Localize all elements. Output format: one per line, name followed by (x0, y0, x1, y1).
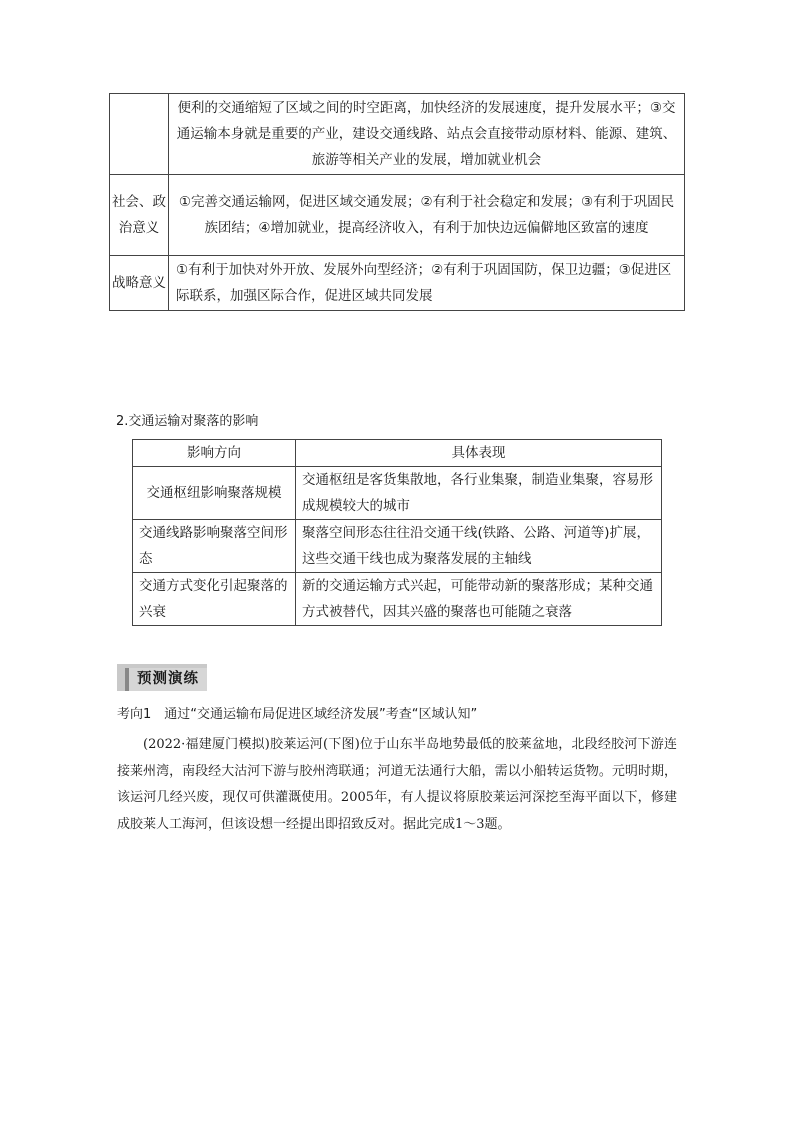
table-row (110, 94, 685, 175)
row-content: 便利的交通缩短了区域之间的时空距离，加快经济的发展速度，提升发展水平；③交通运输本身就是重要的产业，建设交通线路、站点会直接带动原材料、能源、建筑、旅游等相关产业的发展，增加就业机会 (169, 94, 685, 175)
table-row (110, 175, 685, 256)
row-label: 社会、政治意义 (110, 175, 169, 256)
banner-title: 预测演练 (125, 668, 207, 691)
impact-detail: 交通枢纽是客货集散地，各行业集聚，制造业集聚，容易形成规模较大的城市 (296, 467, 662, 520)
row-content: ①有利于加快对外开放、发展外向型经济；②有利于巩固国防，保卫边疆；③促进区际联系，加强区际合作，促进区域共同发展 (169, 256, 685, 311)
table-row (133, 520, 662, 573)
transport-significance-table (109, 93, 685, 311)
question-direction: 考向1 通过“交通运输布局促进区域经济发展”考查“区域认知” (117, 707, 478, 722)
settlement-impact-table (132, 439, 662, 626)
question-stem: (2022·福建厦门模拟)胶莱运河(下图)位于山东半岛地势最低的胶莱盆地，北段经胶河下游连接莱州湾，南段经大沽河下游与胶州湾联通；河道无法通行大船，需以小船转运货物。元明时期，该运河几经兴废，现仅可供灌溉使用。2005年，有人提议将原胶莱运河深挖至海平面以下，修建成胶莱人工海河，但该设想一经提出即招致反对。据此完成1～3题。 (117, 737, 677, 832)
impact-detail: 聚落空间形态往往沿交通干线(铁路、公路、河道等)扩展，这些交通干线也成为聚落发展的主轴线 (296, 520, 662, 573)
table-row (133, 467, 662, 520)
impact-direction: 交通枢纽影响聚落规模 (133, 467, 296, 520)
table-header-row (133, 440, 662, 467)
row-label (110, 94, 169, 175)
impact-direction: 交通线路影响聚落空间形态 (133, 520, 296, 573)
column-header: 影响方向 (133, 440, 296, 467)
section-banner (117, 664, 207, 691)
impact-detail: 新的交通运输方式兴起，可能带动新的聚落形成；某种交通方式被替代，因其兴盛的聚落也可能随之衰落 (296, 573, 662, 626)
table-row (133, 573, 662, 626)
row-label: 战略意义 (110, 256, 169, 311)
section-heading: 2.交通运输对聚落的影响 (116, 414, 259, 429)
row-content: ①完善交通运输网，促进区域交通发展；②有利于社会稳定和发展；③有利于巩固民族团结；④增加就业，提高经济收入，有利于加快边远偏僻地区致富的速度 (169, 175, 685, 256)
column-header: 具体表现 (296, 440, 662, 467)
table-row (110, 256, 685, 311)
impact-direction: 交通方式变化引起聚落的兴衰 (133, 573, 296, 626)
